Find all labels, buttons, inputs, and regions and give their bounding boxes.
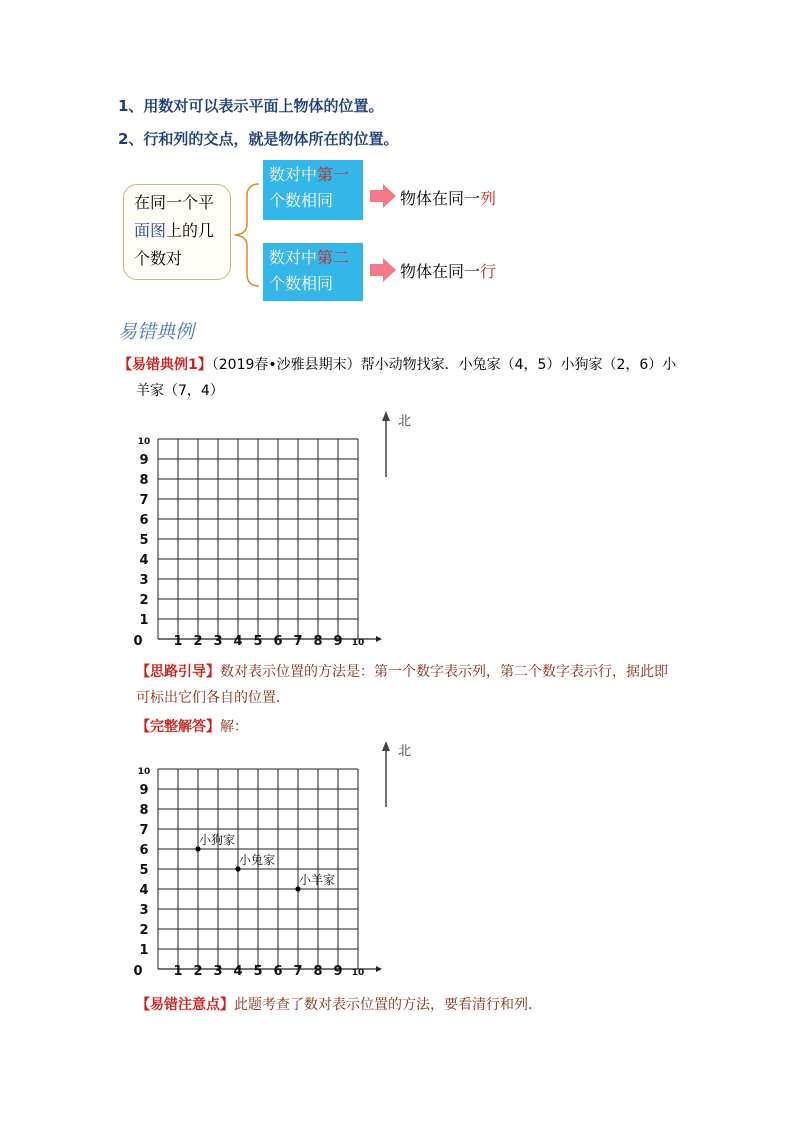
y-tick-label: 6	[139, 513, 149, 528]
x-tick-label: 3	[213, 634, 223, 649]
answer-text: 解：	[220, 719, 248, 735]
hint-text-2: 可标出它们各自的位置．	[136, 690, 290, 706]
north-arrow-head	[382, 411, 390, 421]
y-tick-label: 2	[139, 923, 149, 938]
concept-left-text-1: 在同一个平	[134, 193, 215, 212]
y-tick-label: 6	[139, 843, 149, 858]
point-label: 小兔家	[239, 853, 276, 867]
y-tick-label: 5	[139, 863, 149, 878]
example-label: 【易错典例1】	[118, 357, 212, 373]
y-tick-label: 9	[139, 783, 149, 798]
x-tick-label: 3	[213, 964, 223, 979]
coordinate-grid-answer	[130, 735, 430, 985]
y-tick-label: 4	[139, 553, 149, 568]
note-block	[136, 992, 716, 1018]
y-tick-label: 10	[137, 767, 151, 777]
box1-text-end: 个数相同	[269, 191, 334, 210]
box1-text-pre: 数对中	[269, 165, 318, 184]
y-tick-label: 4	[139, 883, 149, 898]
result-row	[400, 259, 496, 282]
result1-pre: 物体在同一	[400, 189, 481, 208]
hint-text-1: 数对表示位置的方法是：第一个数字表示列，第二个数字表示行，据此即	[220, 664, 668, 680]
x-tick-label: 4	[233, 964, 243, 979]
box2-text-pre: 数对中	[269, 248, 318, 267]
x-tick-label: 7	[293, 634, 303, 649]
point-marker	[195, 846, 200, 851]
concept-left-text-2: 面图	[134, 221, 167, 240]
concept-box-first	[263, 160, 363, 220]
x-tick-label: 1	[173, 634, 183, 649]
x-axis-arrow	[376, 636, 382, 642]
arrow-right-icon	[369, 184, 397, 208]
box2-text-red: 第二	[317, 248, 350, 267]
point-1: 1、用数对可以表示平面上物体的位置。	[118, 97, 384, 115]
y-tick-label: 8	[139, 803, 149, 818]
y-tick-label: 3	[139, 903, 149, 918]
y-tick-label: 9	[139, 453, 149, 468]
north-arrow-head	[382, 741, 390, 751]
concept-left-text-4: 个数对	[134, 249, 183, 268]
point-marker	[295, 886, 300, 891]
example-text-2: 羊家（7，4）	[136, 383, 224, 399]
x-tick-label: 0	[133, 964, 143, 979]
point-label: 小羊家	[299, 873, 336, 887]
x-tick-label: 9	[333, 634, 343, 649]
section-heading: 易错典例	[118, 321, 195, 343]
answer-label: 【完整解答】	[136, 719, 220, 735]
north-label: 北	[398, 414, 412, 429]
hint-label: 【思路引导】	[136, 664, 220, 680]
x-tick-label: 4	[233, 634, 243, 649]
x-tick-label: 2	[193, 964, 203, 979]
y-tick-label: 2	[139, 593, 149, 608]
concept-left-text-3: 上的几	[166, 221, 215, 240]
x-tick-label: 5	[253, 634, 263, 649]
result2-pre: 物体在同一	[400, 262, 481, 281]
example-text-1: （2019春•沙雅县期末）帮小动物找家．小兔家（4，5）小狗家（2，6）小	[211, 357, 677, 373]
y-tick-label: 1	[139, 613, 149, 628]
y-tick-label: 1	[139, 943, 149, 958]
x-tick-label: 8	[313, 964, 323, 979]
coordinate-grid-empty	[130, 405, 430, 655]
x-tick-label: 2	[193, 634, 203, 649]
x-tick-label: 6	[273, 634, 283, 649]
y-tick-label: 7	[139, 493, 149, 508]
y-tick-label: 3	[139, 573, 149, 588]
point-label: 小狗家	[199, 833, 236, 847]
note-text: 此题考查了数对表示位置的方法，要看清行和列．	[234, 997, 542, 1013]
x-axis-arrow	[376, 966, 382, 972]
box1-text-red: 第一	[317, 165, 350, 184]
concept-left-box	[123, 184, 231, 280]
x-tick-label: 7	[293, 964, 303, 979]
point-marker	[235, 866, 240, 871]
x-tick-label: 10	[351, 638, 365, 648]
note-label: 【易错注意点】	[136, 997, 234, 1013]
north-label: 北	[398, 744, 412, 759]
y-tick-label: 7	[139, 823, 149, 838]
point-2: 2、行和列的交点，就是物体所在的位置。	[118, 130, 399, 148]
y-tick-label: 5	[139, 533, 149, 548]
result2-red: 行	[480, 262, 497, 281]
x-tick-label: 5	[253, 964, 263, 979]
example-block	[118, 352, 718, 378]
result1-red: 列	[480, 189, 497, 208]
x-tick-label: 8	[313, 634, 323, 649]
x-tick-label: 9	[333, 964, 343, 979]
concept-box-second	[263, 243, 363, 301]
x-tick-label: 0	[133, 634, 143, 649]
x-tick-label: 10	[351, 968, 365, 978]
arrow-right-icon-2	[369, 258, 397, 282]
y-tick-label: 8	[139, 473, 149, 488]
box2-text-end: 个数相同	[269, 274, 334, 293]
result-column	[400, 186, 496, 209]
brace-icon	[231, 180, 265, 290]
x-tick-label: 1	[173, 964, 183, 979]
x-tick-label: 6	[273, 964, 283, 979]
y-tick-label: 10	[137, 437, 151, 447]
hint-block	[136, 659, 716, 685]
